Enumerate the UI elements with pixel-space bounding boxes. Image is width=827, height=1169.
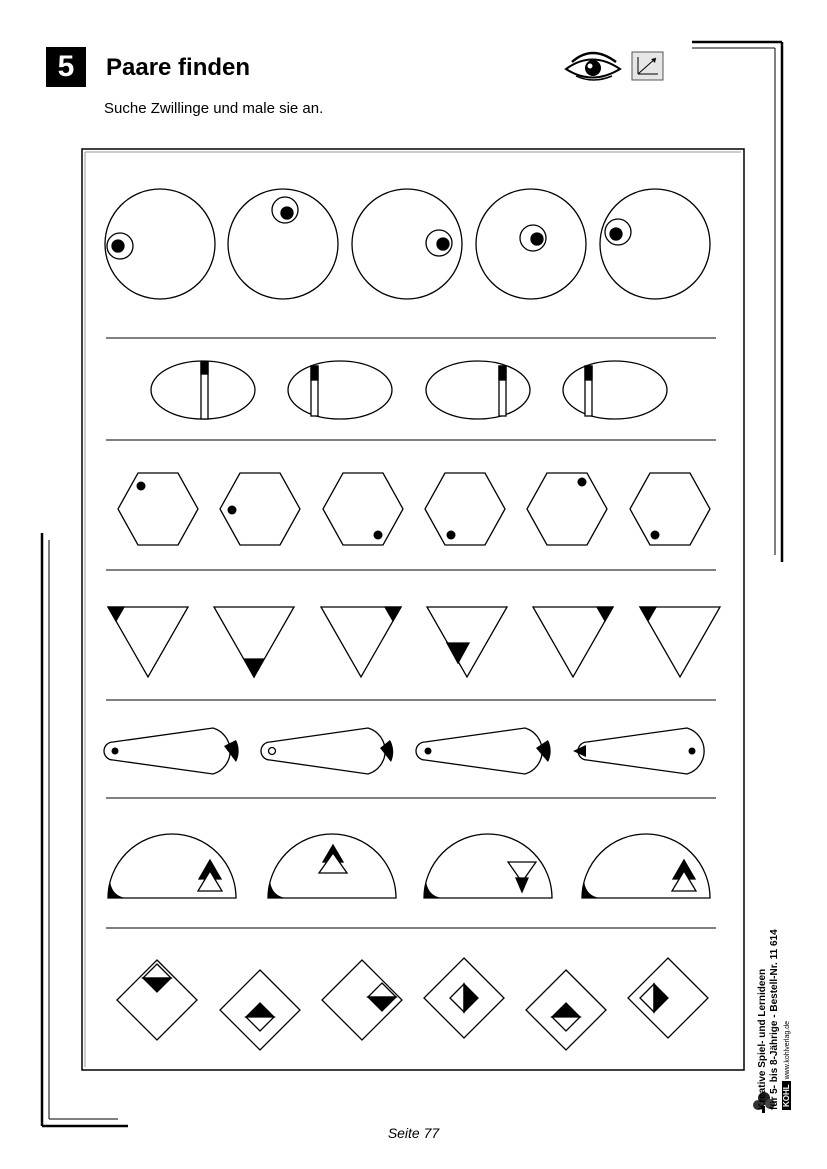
ellipse-shape[interactable] (426, 361, 530, 419)
triangle-shape[interactable] (640, 607, 720, 677)
exercise-number: 5 (46, 47, 86, 87)
diamond-shape[interactable] (424, 958, 504, 1038)
axes-icon (632, 52, 663, 80)
row-ellipses (151, 361, 667, 419)
drop-shape[interactable] (416, 728, 551, 774)
hexagon-shape[interactable] (527, 473, 607, 545)
instruction-text: Suche Zwillinge und male sie an. (104, 100, 324, 117)
circle-shape[interactable] (352, 189, 462, 299)
drop-shape[interactable] (261, 728, 393, 774)
page-number: Seite 77 (387, 1125, 440, 1141)
diamond-shape[interactable] (628, 958, 708, 1038)
publisher-name: KOHL (782, 1081, 791, 1110)
ellipse-shape[interactable] (563, 361, 667, 419)
circle-shape[interactable] (105, 189, 215, 299)
circle-shape[interactable] (228, 189, 338, 299)
diamond-shape[interactable] (220, 970, 300, 1050)
hexagon-shape[interactable] (118, 473, 198, 545)
hexagon-shape[interactable] (220, 473, 300, 545)
row-circles (105, 189, 710, 299)
publisher-url: www.kohlverlag.de (784, 1021, 791, 1080)
triangle-shape[interactable] (108, 607, 188, 677)
publisher-credit (757, 810, 801, 1110)
diamond-shape[interactable] (117, 960, 197, 1040)
dome-shape[interactable] (108, 834, 236, 898)
hexagon-shape[interactable] (630, 473, 710, 545)
publisher-block (783, 1021, 792, 1110)
corner-frame-top-right (692, 42, 782, 562)
ellipse-shape[interactable] (288, 361, 392, 419)
hexagon-shape[interactable] (425, 473, 505, 545)
circle-shape[interactable] (476, 189, 586, 299)
dome-shape[interactable] (424, 834, 552, 898)
drop-shape[interactable] (573, 728, 704, 774)
drop-shape[interactable] (104, 728, 239, 774)
credit-order-number: für 5- bis 8-Jährige - Bestell-Nr. 11 614 (769, 929, 780, 1110)
diamond-shape[interactable] (322, 960, 402, 1040)
row-domes (108, 834, 710, 898)
eye-icon (566, 53, 620, 80)
diamond-shape[interactable] (526, 970, 606, 1050)
dome-shape[interactable] (582, 834, 710, 898)
triangle-shape[interactable] (427, 607, 507, 677)
row-hexagons (118, 473, 710, 545)
circle-shape[interactable] (600, 189, 710, 299)
triangle-shape[interactable] (321, 607, 401, 677)
row-drops (104, 728, 704, 774)
ellipse-shape[interactable] (151, 361, 255, 419)
page-title: Paare finden (106, 54, 251, 81)
row-diamonds (117, 958, 708, 1050)
row-triangles (108, 607, 720, 677)
triangle-shape[interactable] (533, 607, 613, 677)
credit-title: Kreative Spiel- und Lernideen (757, 968, 768, 1110)
hexagon-shape[interactable] (323, 473, 403, 545)
dome-shape[interactable] (268, 834, 396, 898)
triangle-shape[interactable] (214, 607, 294, 677)
